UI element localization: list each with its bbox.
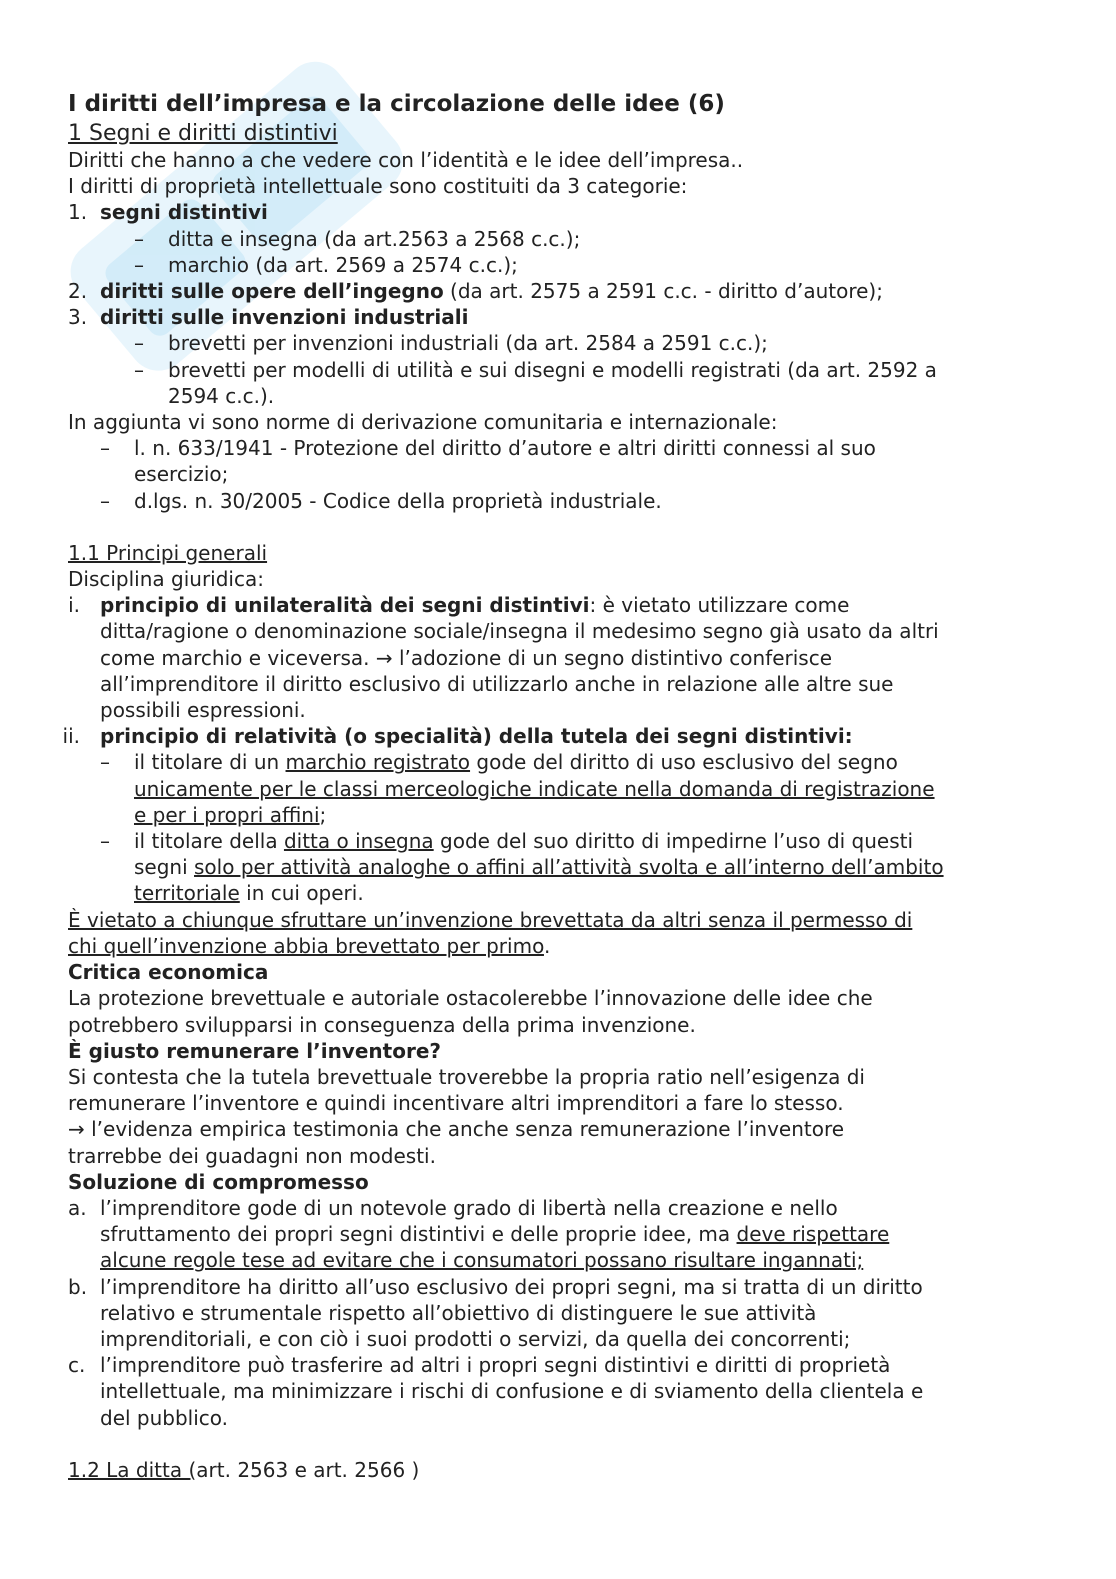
section-1-1-heading: 1.1 Principi generali — [68, 540, 268, 565]
section-1-2-heading: 1.2 La ditta (art. 2563 e art. 2566 ) — [68, 1457, 420, 1482]
underlined-paragraph: chi quell’invenzione abbia brevettato per primo. — [68, 933, 551, 958]
paragraph-line: remunerare l’inventore e quindi incentivare altri imprenditori a fare lo stesso. — [68, 1091, 844, 1116]
dash-bullet: – — [134, 331, 144, 356]
sub-list-item: – brevetti per invenzioni industriali (da art. 2584 a 2591 c.c.); — [134, 331, 768, 356]
alpha-item-line: del pubblico. — [100, 1405, 229, 1430]
underlined-paragraph: È vietato a chiunque sfruttare un’invenzione brevettata da altri senza il permesso di — [68, 907, 913, 932]
paragraph-line: → l’evidenza empirica testimonia che anche senza remunerazione l’inventore — [68, 1117, 845, 1142]
sub-list-item-cont: 2594 c.c.). — [168, 383, 275, 408]
paragraph: In aggiunta vi sono norme di derivazione comunitaria e internazionale: — [68, 410, 778, 435]
alpha-item-line: alcune regole tese ad evitare che i consumatori possano risultare ingannati; — [100, 1248, 864, 1273]
norm-item: – l. n. 633/1941 - Protezione del diritto d’autore e altri diritti connessi al suo — [100, 436, 876, 461]
paragraph: Disciplina giuridica: — [68, 567, 264, 592]
sub-list-item: – il titolare di un marchio registrato gode del diritto di uso esclusivo del segno — [100, 750, 898, 775]
norm-item: – d.lgs. n. 30/2005 - Codice della proprietà industriale. — [100, 488, 662, 513]
roman-item-line: possibili espressioni. — [100, 698, 306, 723]
dash-bullet: – — [134, 226, 144, 251]
roman-item-line: ditta/ragione o denominazione sociale/insegna il medesimo segno già usato da altri — [100, 619, 939, 644]
soluzione-heading: Soluzione di compromesso — [68, 1169, 369, 1194]
roman-item: ii. principio di relatività (o specialità) della tutela dei segni distintivi: — [62, 724, 853, 749]
section-1-heading: 1 Segni e diritti distintivi — [68, 121, 338, 146]
paragraph-line: La protezione brevettuale e autoriale ostacolerebbe l’innovazione delle idee che — [68, 986, 873, 1011]
roman-item: i. principio di unilateralità dei segni distintivi: è vietato utilizzare come — [68, 593, 850, 618]
giusto-heading: È giusto remunerare l’inventore? — [68, 1038, 441, 1063]
sub-list-item: – ditta e insegna (da art.2563 a 2568 c.c.); — [134, 226, 581, 251]
alpha-item: a. l’imprenditore gode di un notevole grado di libertà nella creazione e nello — [68, 1195, 838, 1220]
sub-list-item-cont: segni solo per attività analoghe o affini all’attività svolta e all’interno dell’ambito — [134, 855, 944, 880]
sub-list-item: – marchio (da art. 2569 a 2574 c.c.); — [134, 252, 518, 277]
roman-item-line: come marchio e viceversa. → l’adozione di un segno distintivo conferisce — [100, 645, 833, 670]
alpha-item-line: imprenditoriali, e con ciò i suoi prodotti o servizi, da quella dei concorrenti; — [100, 1326, 851, 1351]
dash-bullet: – — [134, 252, 144, 277]
sub-list-item-cont: territoriale in cui operi. — [134, 881, 364, 906]
paragraph-line: Si contesta che la tutela brevettuale troverebbe la propria ratio nell’esigenza di — [68, 1064, 865, 1089]
alpha-item: c. l’imprenditore può trasferire ad altri i propri segni distintivi e diritti di proprietà — [68, 1353, 891, 1378]
paragraph: I diritti di proprietà intellettuale sono costituiti da 3 categorie: — [68, 174, 688, 199]
document-title: I diritti dell’impresa e la circolazione delle idee (6) — [68, 91, 725, 117]
alpha-item: b. l’imprenditore ha diritto all’uso esclusivo dei propri segni, ma si tratta di un diritto — [68, 1274, 923, 1299]
paragraph-line: trarrebbe dei guadagni non modesti. — [68, 1143, 436, 1168]
sub-list-item: – il titolare della ditta o insegna gode del suo diritto di impedirne l’uso di questi — [100, 829, 914, 854]
paragraph: Diritti che hanno a che vedere con l’identità e le idee dell’impresa.. — [68, 148, 744, 172]
sub-list-item-cont: unicamente per le classi merceologiche indicate nella domanda di registrazione — [134, 776, 935, 801]
critica-heading: Critica economica — [68, 960, 269, 985]
alpha-item-line: sfruttamento dei propri segni distintivi e delle proprie idee, ma deve rispettare — [100, 1222, 890, 1247]
sub-list-item: – brevetti per modelli di utilità e sui disegni e modelli registrati (da art. 2592 a — [134, 357, 937, 382]
list-item: 3. diritti sulle invenzioni industriali — [68, 305, 469, 330]
alpha-item-line: intellettuale, ma minimizzare i rischi di confusione e di sviamento della clientela e — [100, 1379, 924, 1404]
dash-bullet: – — [134, 357, 144, 382]
roman-item-line: all’imprenditore il diritto esclusivo di utilizzarlo anche in relazione alle altre sue — [100, 671, 894, 696]
alpha-item-line: relativo e strumentale rispetto all’obiettivo di distinguere le sue attività — [100, 1300, 817, 1325]
sub-list-item-cont: e per i propri affini; — [134, 802, 327, 827]
dash-bullet: – — [100, 829, 110, 854]
list-item: 2. diritti sulle opere dell’ingegno (da art. 2575 a 2591 c.c. - diritto d’autore); — [68, 279, 883, 304]
dash-bullet: – — [100, 488, 110, 513]
document-page — [62, 90, 1068, 1483]
dash-bullet: – — [100, 436, 110, 461]
list-item: 1. segni distintivi — [68, 200, 268, 225]
dash-bullet: – — [100, 750, 110, 775]
paragraph-line: potrebbero svilupparsi in conseguenza della prima invenzione. — [68, 1012, 696, 1037]
norm-item-cont: esercizio; — [134, 462, 229, 487]
